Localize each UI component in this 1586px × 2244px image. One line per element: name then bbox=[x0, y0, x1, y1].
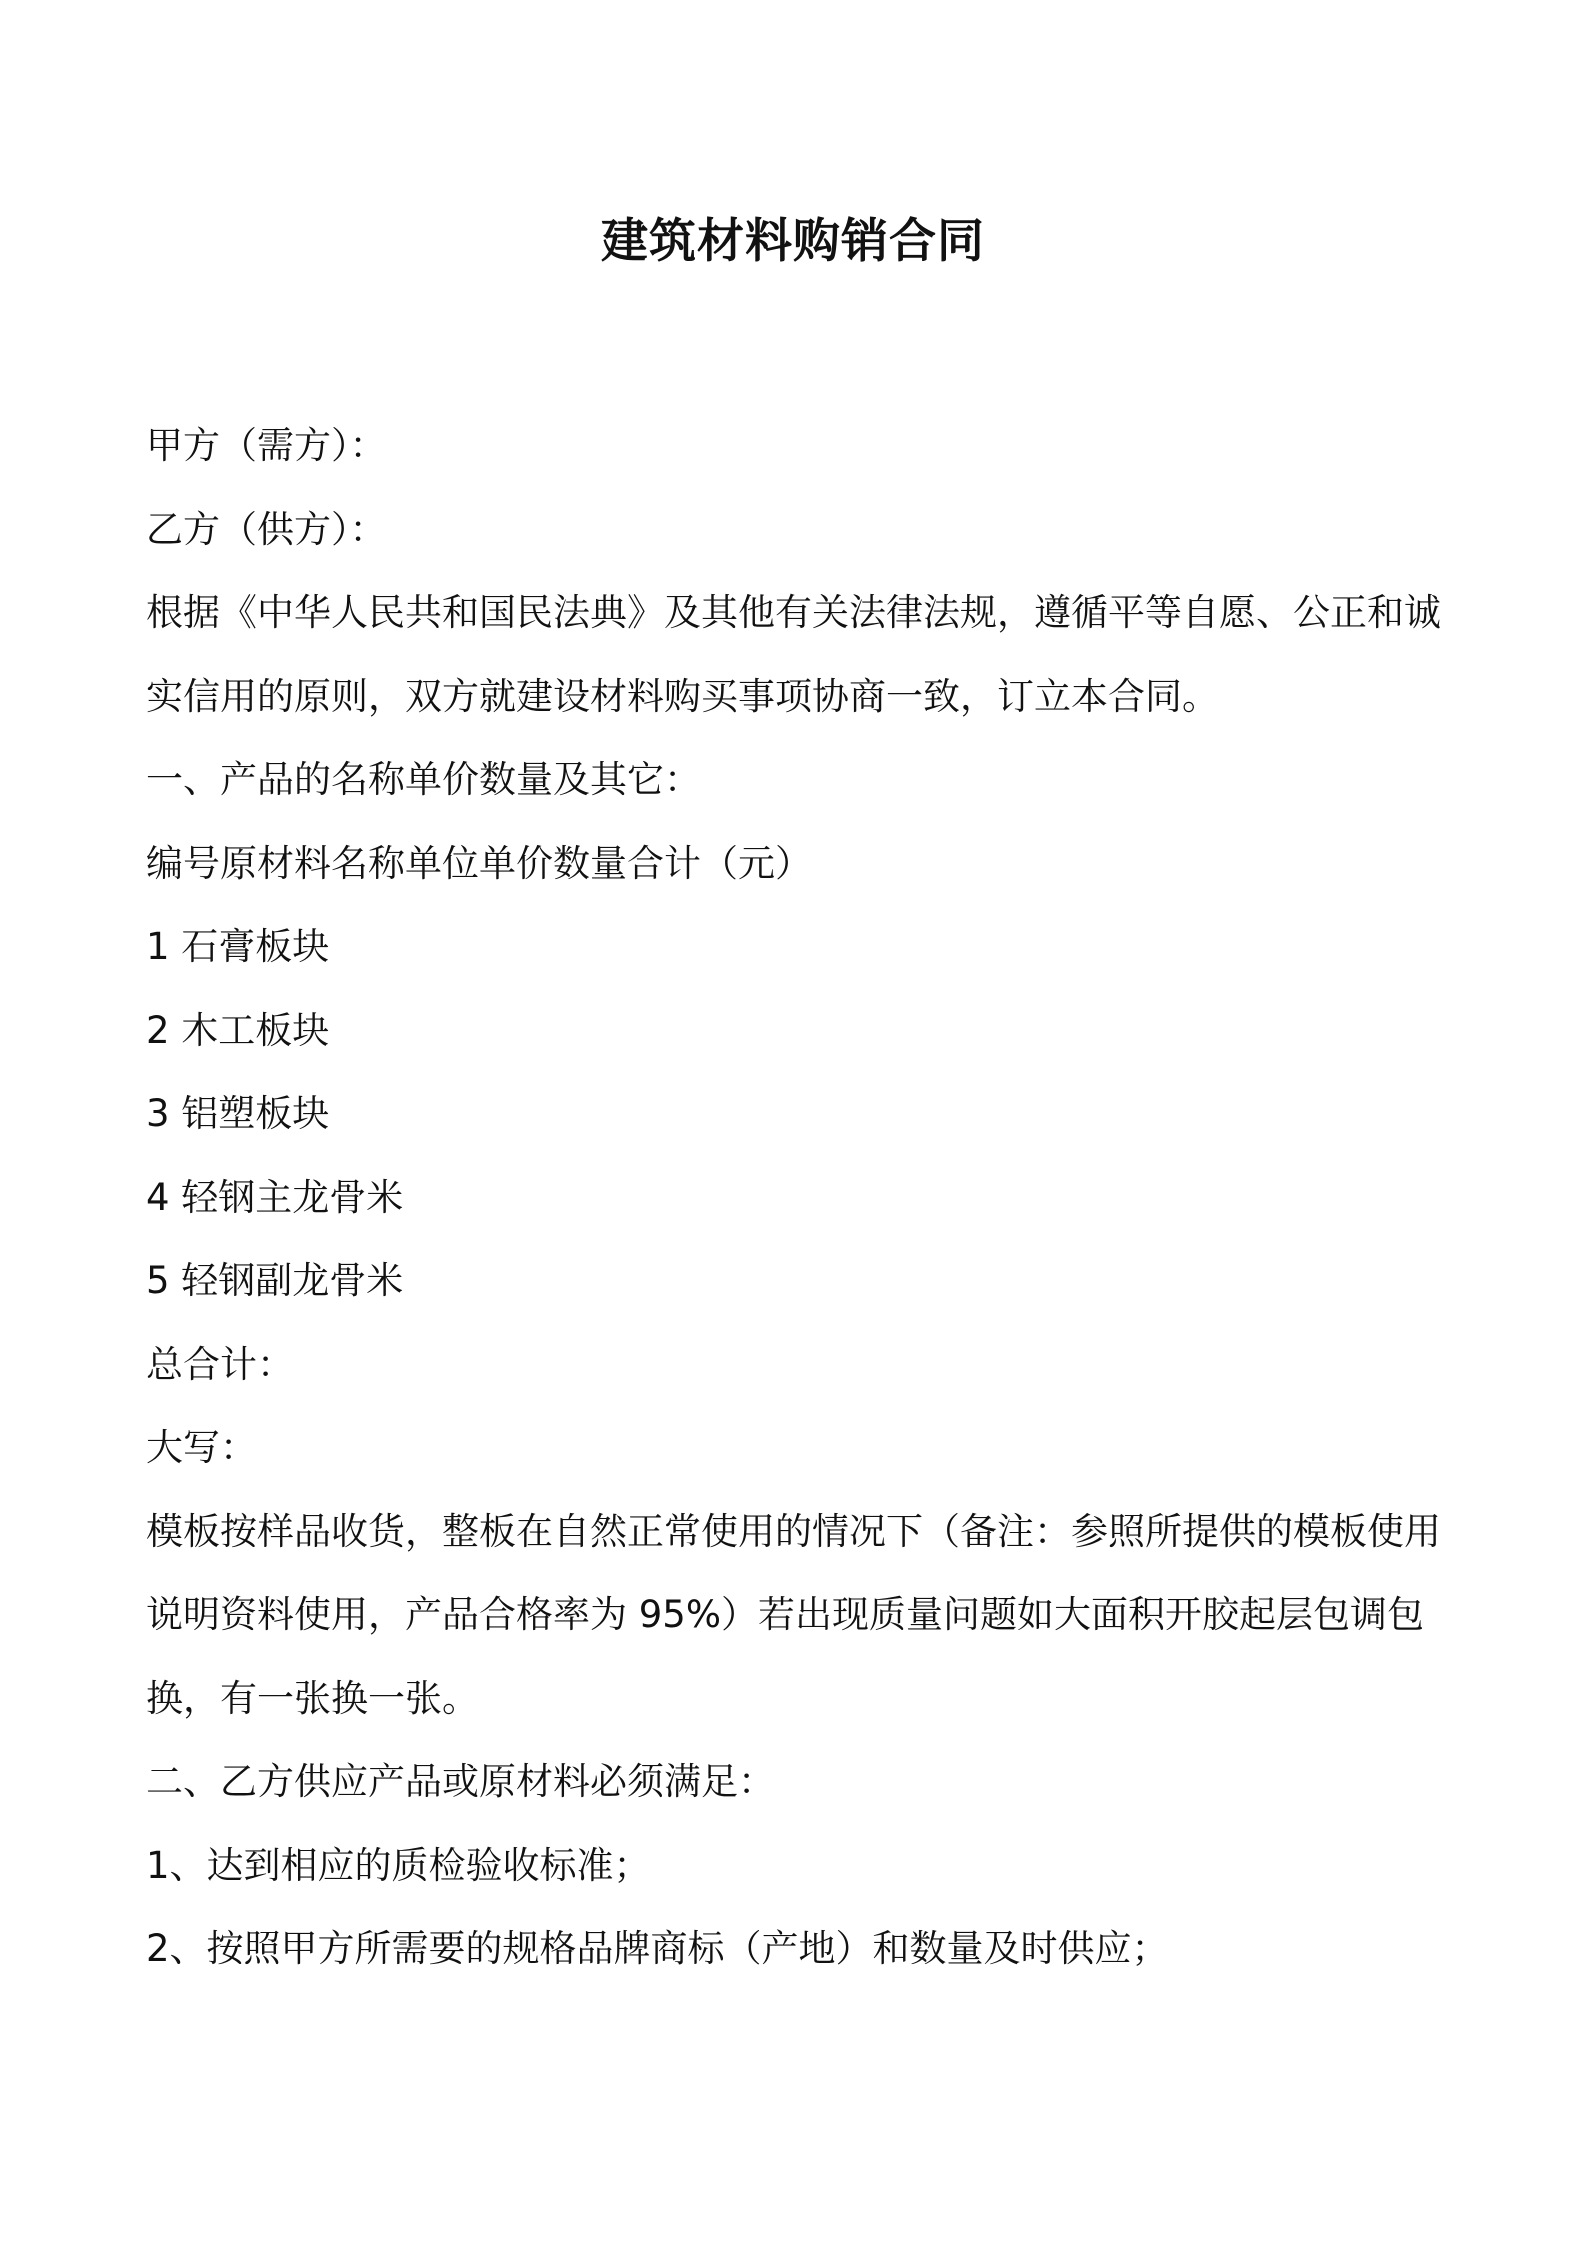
capital-label: 大写： bbox=[146, 1426, 257, 1469]
quality-note-line: 说明资料使用，产品合格率为 95%）若出现质量问题如大面积开胶起层包调包 bbox=[146, 1593, 1424, 1636]
item-list bbox=[146, 905, 1446, 1323]
section2-heading: 二、乙方供应产品或原材料必须满足： bbox=[146, 1760, 775, 1803]
document-body bbox=[146, 404, 1446, 1991]
section2-item: 2、按照甲方所需要的规格品牌商标（产地）和数量及时供应； bbox=[146, 1927, 1169, 1970]
preamble-paragraph bbox=[146, 571, 1446, 738]
preamble-line: 根据《中华人民共和国民法典》及其他有关法律法规，遵循平等自愿、公正和诚 bbox=[146, 591, 1441, 634]
section1-heading: 一、产品的名称单价数量及其它： bbox=[146, 758, 701, 801]
list-item: 1 石膏板块 bbox=[146, 925, 330, 968]
quality-note-paragraph bbox=[146, 1490, 1446, 1741]
quality-note-line: 模板按样品收货，整板在自然正常使用的情况下（备注：参照所提供的模板使用 bbox=[146, 1509, 1441, 1553]
list-item: 5 轻钢副龙骨米 bbox=[146, 1259, 404, 1302]
list-item: 2 木工板块 bbox=[146, 1008, 330, 1052]
list-item: 4 轻钢主龙骨米 bbox=[146, 1175, 404, 1219]
total-label: 总合计： bbox=[146, 1342, 294, 1386]
document-title: 建筑材料购销合同 bbox=[601, 214, 985, 269]
section2-item: 1、达到相应的质检验收标准； bbox=[146, 1843, 651, 1887]
party-a-line: 甲方（需方）： bbox=[146, 424, 387, 467]
table-header-line: 编号原材料名称单位单价数量合计（元） bbox=[146, 841, 812, 885]
list-item: 3 铝塑板块 bbox=[146, 1092, 330, 1135]
party-b-line: 乙方（供方）： bbox=[146, 507, 387, 551]
preamble-line: 实信用的原则，双方就建设材料购买事项协商一致，订立本合同。 bbox=[146, 674, 1219, 718]
quality-note-line: 换，有一张换一张。 bbox=[146, 1676, 479, 1720]
